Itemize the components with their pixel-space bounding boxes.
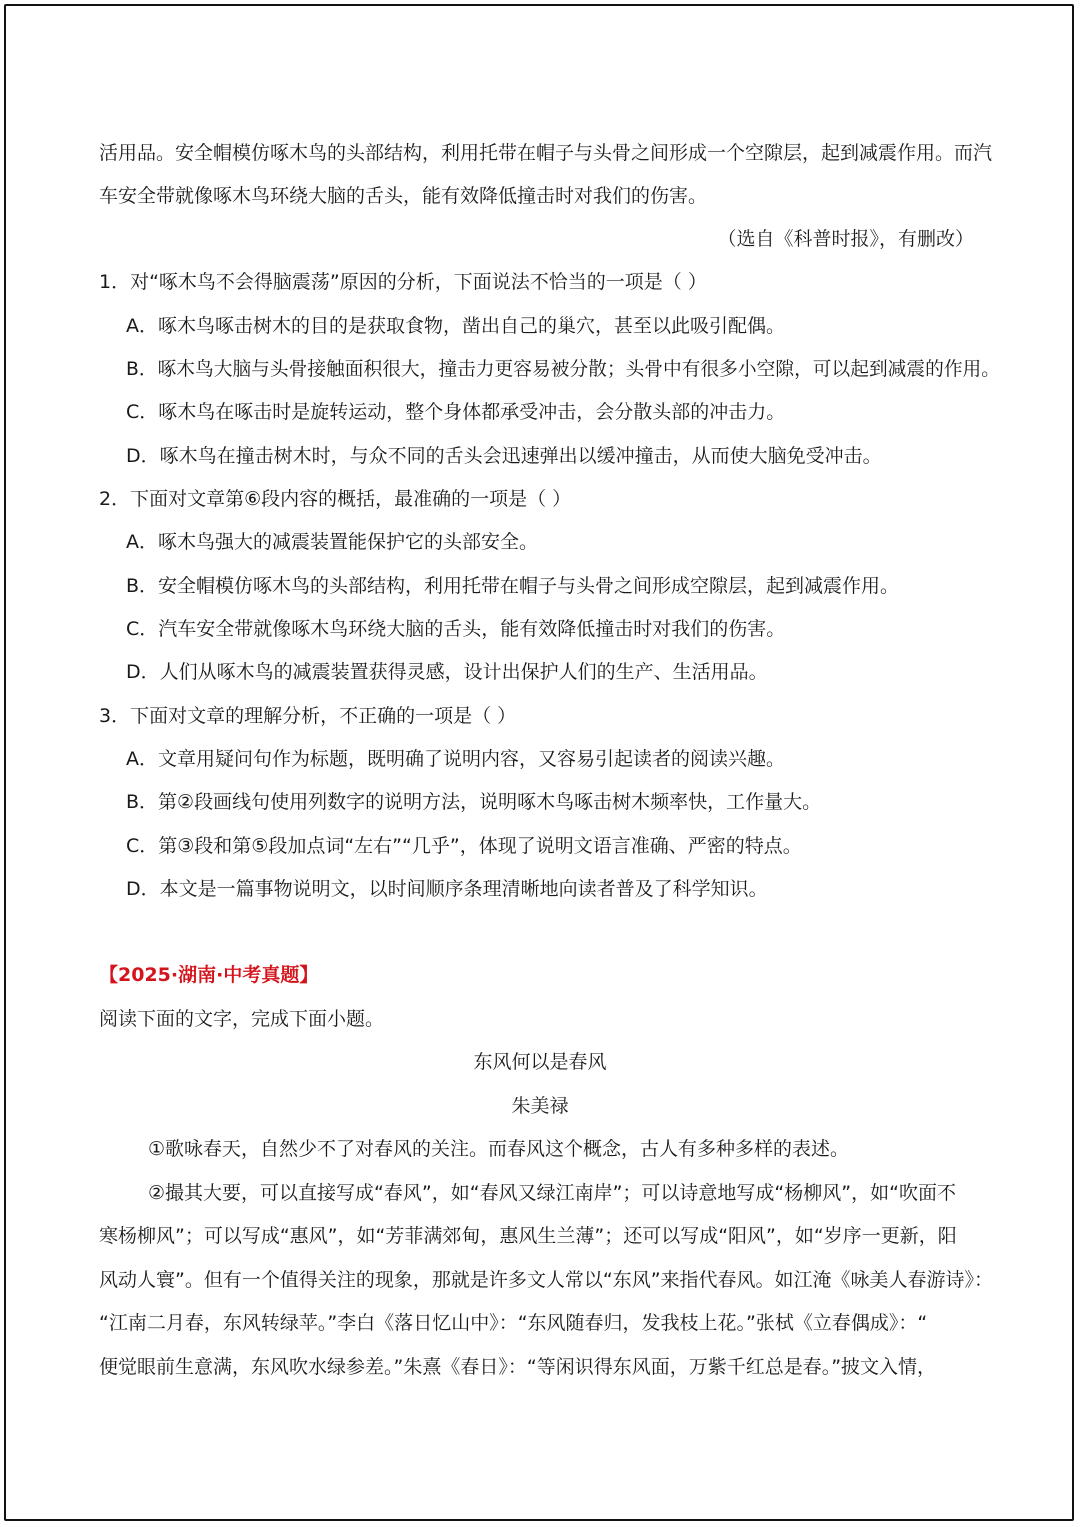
question-option: C．第③段和第⑤段加点词“左右”“几乎”，体现了说明文语言准确、严密的特点。 bbox=[126, 835, 802, 857]
question-option: D．啄木鸟在撞击树木时，与众不同的舌头会迅速弹出以缓冲撞击，从而使大脑免受冲击。 bbox=[126, 445, 882, 467]
question-stem: 1．对“啄木鸟不会得脑震荡”原因的分析，下面说法不恰当的一项是（ ） bbox=[99, 271, 707, 293]
question-stem: 3．下面对文章的理解分析，不正确的一项是（ ） bbox=[99, 705, 517, 727]
question-option: D．本文是一篇事物说明文，以时间顺序条理清晰地向读者普及了科学知识。 bbox=[126, 878, 768, 900]
question-option: A．啄木鸟强大的减震装置能保护它的头部安全。 bbox=[126, 531, 538, 553]
article-author: 朱美禄 bbox=[511, 1095, 569, 1117]
paragraph-2-line: 风动人寰”。但有一个值得关注的现象，那就是许多文人常以“东风”来指代春风。如江淹《咏美人春游诗》： bbox=[99, 1269, 994, 1291]
question-option: C．汽车安全带就像啄木鸟环绕大脑的舌头，能有效降低撞击时对我们的伤害。 bbox=[126, 618, 786, 640]
question-option: D．人们从啄木鸟的减震装置获得灵感，设计出保护人们的生产、生活用品。 bbox=[126, 661, 768, 683]
passage-line: 车安全带就像啄木鸟环绕大脑的舌头，能有效降低撞击时对我们的伤害。 bbox=[99, 185, 708, 207]
paragraph-2-line: “江南二月春，东风转绿苹。”李白《落日忆山中》：“东风随春归，发我枝上花。”张栻《立春偶成》：“ bbox=[99, 1312, 928, 1334]
question-option: B．啄木鸟大脑与头骨接触面积很大，撞击力更容易被分散；头骨中有很多小空隙，可以起到减震的作用。 bbox=[126, 358, 1001, 380]
passage-line: 活用品。安全帽模仿啄木鸟的头部结构，利用托带在帽子与头骨之间形成一个空隙层，起到减震作用。而汽 bbox=[99, 142, 993, 164]
exam-source-tag: 【2025·湖南·中考真题】 bbox=[99, 964, 319, 986]
paragraph-2-line: ②撮其大要，可以直接写成“春风”，如“春风又绿江南岸”；可以诗意地写成“杨柳风”，如“吹面不 bbox=[148, 1182, 956, 1204]
question-stem: 2．下面对文章第⑥段内容的概括，最准确的一项是（ ） bbox=[99, 488, 572, 510]
paragraph-2-line: 便觉眼前生意满，东风吹水绿参差。”朱熹《春日》：“等闲识得东风面，万紫千红总是春。”披文入情， bbox=[99, 1356, 937, 1378]
question-option: A．文章用疑问句作为标题，既明确了说明内容，又容易引起读者的阅读兴趣。 bbox=[126, 748, 785, 770]
question-option: B．安全帽模仿啄木鸟的头部结构，利用托带在帽子与头骨之间形成空隙层，起到减震作用。 bbox=[126, 575, 900, 597]
paragraph-2-line: 寒杨柳风”；可以写成“惠风”，如“芳菲满郊甸，惠风生兰薄”；还可以写成“阳风”，如“岁序一更新，阳 bbox=[99, 1225, 957, 1247]
reading-instruction: 阅读下面的文字，完成下面小题。 bbox=[99, 1008, 385, 1030]
question-option: A．啄木鸟啄击树木的目的是获取食物，凿出自己的巢穴，甚至以此吸引配偶。 bbox=[126, 315, 785, 337]
question-option: B．第②段画线句使用列数字的说明方法，说明啄木鸟啄击树木频率快，工作量大。 bbox=[126, 791, 822, 813]
source-note: （选自《科普时报》，有删改） bbox=[717, 228, 974, 250]
paragraph-1: ①歌咏春天，自然少不了对春风的关注。而春风这个概念，古人有多种多样的表述。 bbox=[148, 1138, 850, 1160]
article-title: 东风何以是春风 bbox=[473, 1051, 607, 1073]
question-option: C．啄木鸟在啄击时是旋转运动，整个身体都承受冲击，会分散头部的冲击力。 bbox=[126, 401, 786, 423]
